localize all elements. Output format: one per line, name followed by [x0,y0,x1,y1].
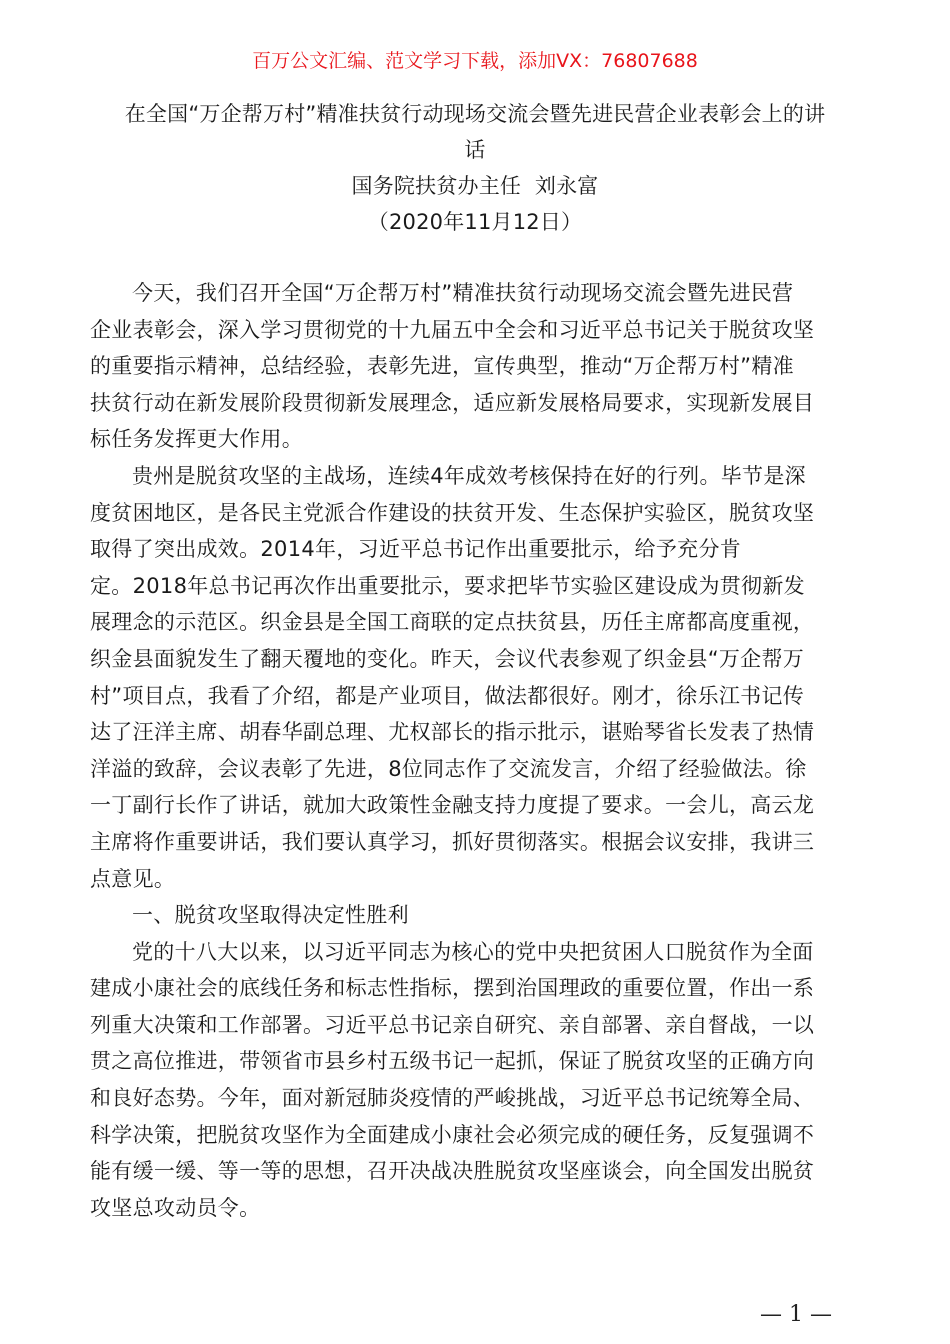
text-line: 列重大决策和工作部署。习近平总书记亲自研究、亲自部署、亲自督战，一以 [90,1012,815,1037]
text-line: 扶贫行动在新发展阶段贯彻新发展理念，适应新发展格局要求，实现新发展目 [90,390,815,415]
text-line: 主席将作重要讲话，我们要认真学习，抓好贯彻落实。根据会议安排，我讲三 [90,829,815,854]
document-body [90,275,860,1226]
text-line: 和良好态势。今年，面对新冠肺炎疫情的严峻挑战，习近平总书记统筹全局、 [90,1086,815,1111]
text-line: 企业表彰会，深入学习贯彻党的十九届五中全会和习近平总书记关于脱贫攻坚 [90,317,815,342]
document-title-line-1: 在全国“万企帮万村”精准扶贫行动现场交流会暨先进民营企业表彰会上的讲 [124,102,826,126]
text-line: 点意见。 [90,866,176,891]
text-line: 定。2018年总书记再次作出重要批示，要求把毕节实验区建设成为贯彻新发 [90,573,805,598]
text-line: 贯之高位推进，带领省市县乡村五级书记一起抓，保证了脱贫攻坚的正确方向 [90,1049,815,1074]
paragraph-section-1 [90,934,860,1227]
text-line: 达了汪洋主席、胡春华副总理、尤权部长的指示批示，谌贻琴省长发表了热情 [90,720,815,745]
text-line: 标任务发挥更大作用。 [90,427,303,452]
text-line: 贵州是脱贫攻坚的主战场，连续4年成效考核保持在好的行列。毕节是深 [132,463,806,488]
text-line: 能有缓一缓、等一等的思想，召开决战决胜脱贫攻坚座谈会，向全国发出脱贫 [90,1159,815,1184]
text-line: 洋溢的致辞，会议表彰了先进，8位同志作了交流发言，介绍了经验做法。徐 [90,756,807,781]
watermark-banner: 百万公文汇编、范文学习下载，添加VX：76807688 [252,50,698,72]
text-line: 取得了突出成效。2014年，习近平总书记作出重要批示，给予充分肯 [90,537,742,562]
text-line: 村”项目点，我看了介绍，都是产业项目，做法都很好。刚才，徐乐江书记传 [90,683,805,708]
section-heading: 一、脱贫攻坚取得决定性胜利 [132,903,409,928]
speaker-line: 国务院扶贫办主任 刘永富 [351,174,599,198]
document-title-line-2: 话 [464,138,486,162]
date-line: （2020年11月12日） [367,210,583,234]
paragraph-guizhou [90,458,860,897]
text-line: 党的十八大以来，以习近平同志为核心的党中央把贫困人口脱贫作为全面 [132,939,814,964]
text-line: 一丁副行长作了讲话，就加大政策性金融支持力度提了要求。一会儿，高云龙 [90,793,815,818]
text-line: 的重要指示精神，总结经验，表彰先进，宣传典型，推动“万企帮万村”精准 [90,354,794,379]
paragraph-intro [90,275,860,458]
text-line: 建成小康社会的底线任务和标志性指标，摆到治国理政的重要位置，作出一系 [90,976,815,1001]
text-line: 攻坚总攻动员令。 [90,1195,261,1220]
text-line: 展理念的示范区。织金县是全国工商联的定点扶贫县，历任主席都高度重视， [90,610,815,635]
text-line: 织金县面貌发生了翻天覆地的变化。昨天，会议代表参观了织金县“万企帮万 [90,646,805,671]
text-line: 科学决策，把脱贫攻坚作为全面建成小康社会必须完成的硬任务，反复强调不 [90,1122,815,1147]
page-number: — 1 — [760,1302,832,1327]
text-line: 度贫困地区，是各民主党派合作建设的扶贫开发、生态保护实验区，脱贫攻坚 [90,500,815,525]
text-line: 今天，我们召开全国“万企帮万村”精准扶贫行动现场交流会暨先进民营 [132,281,794,305]
document-header [90,96,860,240]
